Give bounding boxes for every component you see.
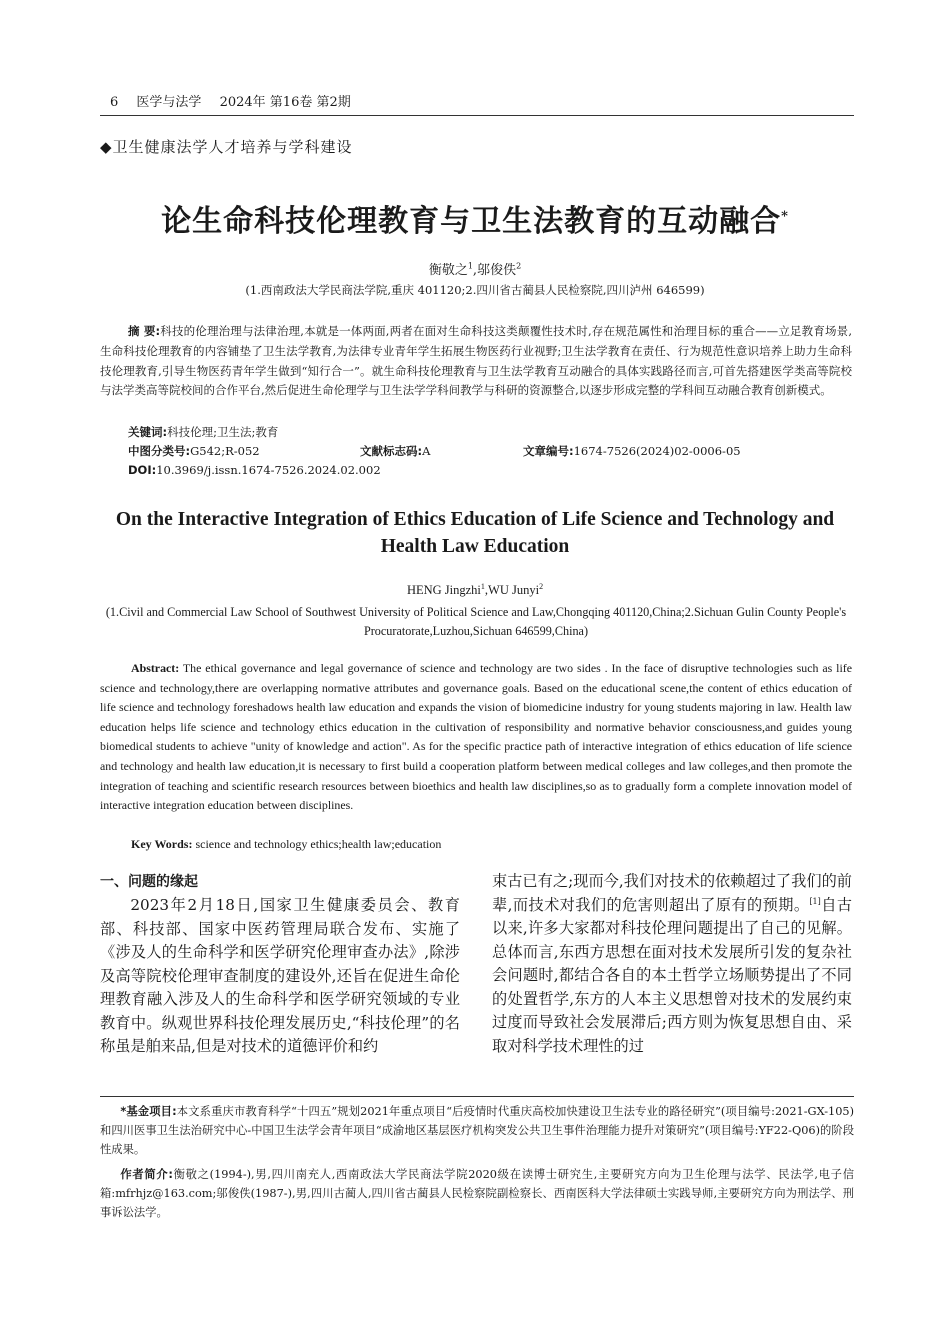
author-name: HENG Jingzhi: [406, 583, 481, 598]
body-paragraph: 2023年2月18日,国家卫生健康委员会、教育部、科技部、国家中医药管理局联合发布、实施了《涉及人的生命科学和医学研究伦理审查办法》,除涉及高等院校伦理审查制度的建设外,还旨在促进生命伦理教育融入涉及人的生命科学和医学研究领域的专业教育中。纵观世界科技伦理发展历史,“科技伦理”的名称虽是舶来品,但是对技术的道德评价和约: [100, 896, 460, 1055]
issue-info: 2024年 第16卷 第2期: [219, 95, 351, 110]
title-footnote-mark: *: [781, 209, 789, 224]
section-heading: 一、问题的缘起: [100, 874, 198, 890]
body-text: 束古已有之;现而今,我们对技术的依赖超过了我们的前辈,而技术对我们的危害则超出了原有的预期。: [492, 872, 852, 914]
citation-mark: [1]: [809, 896, 821, 906]
fund-label: *基金项目:: [120, 1105, 177, 1118]
document-code-label: 文献标志码:: [360, 444, 423, 458]
body-column-right: [492, 870, 852, 1058]
author-separator: ,: [484, 583, 489, 598]
document-code: [360, 442, 430, 460]
page-number: 6: [110, 95, 119, 110]
clc-value: G542;R-052: [190, 444, 260, 458]
abstract-english-label: Abstract:: [131, 661, 180, 675]
doi: [128, 461, 381, 479]
body-text: 自古以来,许多大家都对科技伦理问题提出了自己的见解。总体而言,东西方思想在面对技术发展所引发的复杂社会问题时,都结合各自的本土哲学立场顺势提出了不同的处置哲学,东方的人本主义思想曾对技术的发展约束过度而导致社会发展滞后;西方则为恢复思想自由、采取对科学技术理性的过: [492, 895, 852, 1055]
keywords-chinese-label: 关键词:: [128, 425, 168, 439]
fund-text: 本文系重庆市教育科学“十四五”规划2021年重点项目“后疫情时代重庆高校加快建设卫生法专业的路径研究”(项目编号:2021-GX-105)和四川医事卫生法治研究中心-中国卫生法学会青年项目“成渝地区基层医疗机构突发公共卫生事件治理能力提升对策研究”(项目编号:YF22-Q06)的阶段性成果。: [100, 1105, 854, 1156]
authors-chinese: [0, 259, 950, 278]
footnote-fund: [100, 1102, 854, 1159]
running-header: [110, 92, 855, 114]
author-affil-sup: 1: [480, 582, 485, 591]
footnote-divider: [100, 1096, 854, 1097]
affiliation-chinese: (1.西南政法大学民商法学院,重庆 401120;2.四川省古蔺县人民检察院,四川泸州 646599): [245, 283, 705, 297]
author-separator: ,: [472, 263, 478, 278]
abstract-chinese-label: 摘 要:: [128, 324, 161, 338]
keywords-english-label: Key Words:: [131, 837, 193, 851]
article-number-value: 1674-7526(2024)02-0006-05: [573, 444, 741, 458]
keywords-english-text: science and technology ethics;health law;education: [195, 837, 442, 851]
clc-label: 中图分类号:: [128, 444, 191, 458]
abstract-chinese-text: 科技的伦理治理与法律治理,本就是一体两面,两者在面对生命科技这类颠覆性技术时,存在规范属性和治理目标的重合——立足教育场景,生命科技伦理教育的内容铺垫了卫生法学教育,为法律专业青年学生拓展生物医药行业视野;卫生法学教育在责任、行为规范性意识培养上助力生命科技伦理教育,引导生物医药青年学生做到“知行合一”。就生命科技伦理教育与卫生法学教育互动融合的具体实践路径而言,可首先搭建医学类高等院校与法学类高等院校间的合作平台,然后促进生命伦理学与卫生法学学科间教学与科研的资源整合,以逐步形成完整的学科间互动融合教育创新模式。: [100, 324, 852, 398]
keywords-chinese-text: 科技伦理;卫生法;教育: [167, 425, 279, 439]
authors-english: [0, 582, 950, 598]
footnote-author: [100, 1165, 854, 1222]
doi-label: DOI:: [128, 463, 157, 477]
article-number-label: 文章编号:: [523, 444, 574, 458]
title-chinese: [0, 196, 950, 240]
title-english: On the Interactive Integration of Ethics Education of Life Science and Technology and Health Law Education: [115, 509, 835, 557]
body-paragraph-continued: [492, 870, 852, 1058]
article-number: [523, 442, 741, 460]
author-name: WU Junyi: [488, 583, 540, 598]
keywords-chinese: [128, 423, 278, 441]
header-divider: [100, 115, 854, 116]
author-bio-text: 衡敬之(1994-),男,四川南充人,西南政法大学民商法学院2020级在读博士研究生,主要研究方向为卫生伦理与法学、民法学,电子信箱:mfrhjz@163.com;邬俊佚(1987-),男,四川古蔺人,四川省古蔺县人民检察院副检察长、西南医科大学法律硕士实践导师,主要研究方向为刑法学、刑事诉讼法学。: [100, 1168, 854, 1219]
abstract-english: [100, 659, 852, 816]
journal-name: 医学与法学: [136, 95, 202, 110]
author-affil-sup: 2: [516, 261, 522, 271]
affiliation-english: (1.Civil and Commercial Law School of Southwest University of Political Science and Law,Chongqing 401120,China;2.Sichuan Gulin County People's Procuratorate,Luzhou,Sichuan 646599,China): [105, 605, 847, 638]
title-chinese-text: 论生命科技伦理教育与卫生法教育的互动融合: [161, 204, 782, 239]
author-name: 衡敬之: [428, 263, 468, 278]
author-affil-sup: 1: [467, 261, 473, 271]
abstract-english-text: The ethical governance and legal governance of science and technology are two sides . In the face of disruptive technologies such as life science and technology,there are overlapping normative attributes and governance goals. Based on the educational scene,the content of ethics education of life science and technology foreshadows health law education and expands the vision of biomedicine industry for young students majoring in law. Health law education helps life science and technology ethics education in the cultivation of responsibility and normative behavior consciousness,and guides young biomedical students to achieve "unity of knowledge and action". As for the specific practice path of interactive integration of ethics education of life science and technology and health law education,it is necessary to first build a cooperation platform between medical colleges and law colleges,and then promote the integration of teaching and scientific research resources between bioethics and health law disciplines,so as to gradually form a complete innovation model of interactive integration education between disciplines.: [100, 661, 852, 813]
footnotes: [100, 1102, 854, 1222]
clc-number: [128, 442, 260, 460]
body-column-left: [100, 870, 460, 1059]
author-affil-sup: 2: [539, 582, 544, 591]
author-bio-label: 作者简介:: [120, 1168, 173, 1181]
author-name: 邬俊佚: [477, 263, 517, 278]
document-code-value: A: [422, 444, 431, 458]
doi-value: 10.3969/j.issn.1674-7526.2024.02.002: [156, 463, 381, 477]
section-tag: ◆卫生健康法学人才培养与学科建设: [100, 138, 353, 156]
keywords-english: [131, 837, 441, 852]
abstract-chinese: [100, 322, 852, 401]
